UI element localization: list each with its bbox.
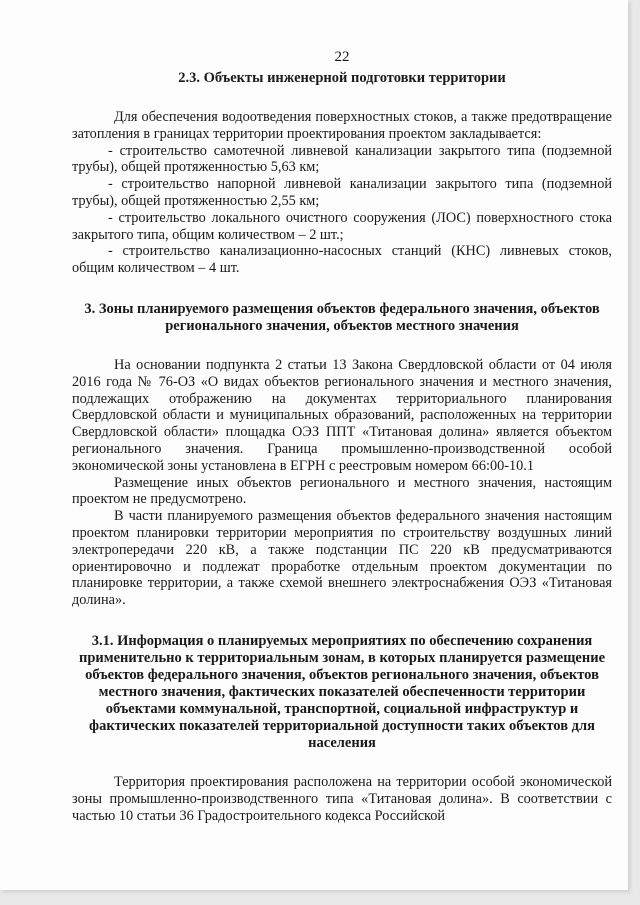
page-content [72,48,612,824]
section-3-1-heading: 3.1. Информация о планируемых мероприятиях по обеспечению сохранения применительно к территориальным зонам, в которых планируется размещение объектов федерального значения, объектов регионального значения, объектов местного значения, фактических показателей обеспеченности территории объектами коммунальной, транспортной, социальной инфраструктур и фактических показателей территориальной доступности таких объектов для населения [78,632,606,751]
list-item: - строительство канализационно-насосных станций (КНС) ливневых стоков, общим количеством – 4 шт. [72,243,612,277]
section-3-paragraph: Размещение иных объектов регионального и местного значения, настоящим проектом не предусмотрено. [72,474,612,508]
page-number: 22 [334,49,350,65]
section-2-3-heading: 2.3. Объекты инженерной подготовки территории [178,70,506,86]
section-2-3-intro: Для обеспечения водоотведения поверхностных стоков, а также предотвращение затопления в границах территории проектирования проектом закладывается: [72,109,612,142]
list-item: - строительство напорной ливневой канализации закрытого типа (подземной трубы), общей протяженностью 2,55 км; [72,176,612,209]
section-3-1-paragraph: Территория проектирования расположена на территории особой экономической зоны промышленно-производственного типа «Титановая долина». В соответствии с частью 10 статьи 36 Градостроительного кодекса Российской [72,773,612,824]
section-3-paragraph: В части планируемого размещения объектов федерального значения настоящим проектом планировки территории мероприятия по строительству воздушных линий электропередачи 220 кВ, а также подстанции ПС 220 кВ предусматриваются ориентировочно и подлежат проработке отдельным проектом документации по планировке территории, а также схемой внешнего электроснабжения ОЭЗ «Титановая долина». [72,508,612,609]
list-item: - строительство самотечной ливневой канализации закрытого типа (подземной трубы), общей протяженностью 5,63 км; [72,142,612,176]
section-3-paragraph: На основании подпункта 2 статьи 13 Закона Свердловской области от 04 июля 2016 года № 76-ОЗ «О видах объектов регионального значения и местного значения, подлежащих отображению на документах территориального планирования Свердловской области и муниципальных образований, расположенных на территории Свердловской области» площадка ОЭЗ ППТ «Титановая долина» является объектом регионального значения. Граница промышленно-производственной особой экономической зоны установлена в ЕГРН с реестровым номером 66:00-10.1 [72,356,612,474]
section-3-heading: 3. Зоны планируемого размещения объектов федерального значения, объектов регионального значения, объектов местного значения [84,300,600,334]
list-item: - строительство локального очистного сооружения (ЛОС) поверхностного стока закрытого типа, общим количеством – 2 шт.; [72,209,612,243]
